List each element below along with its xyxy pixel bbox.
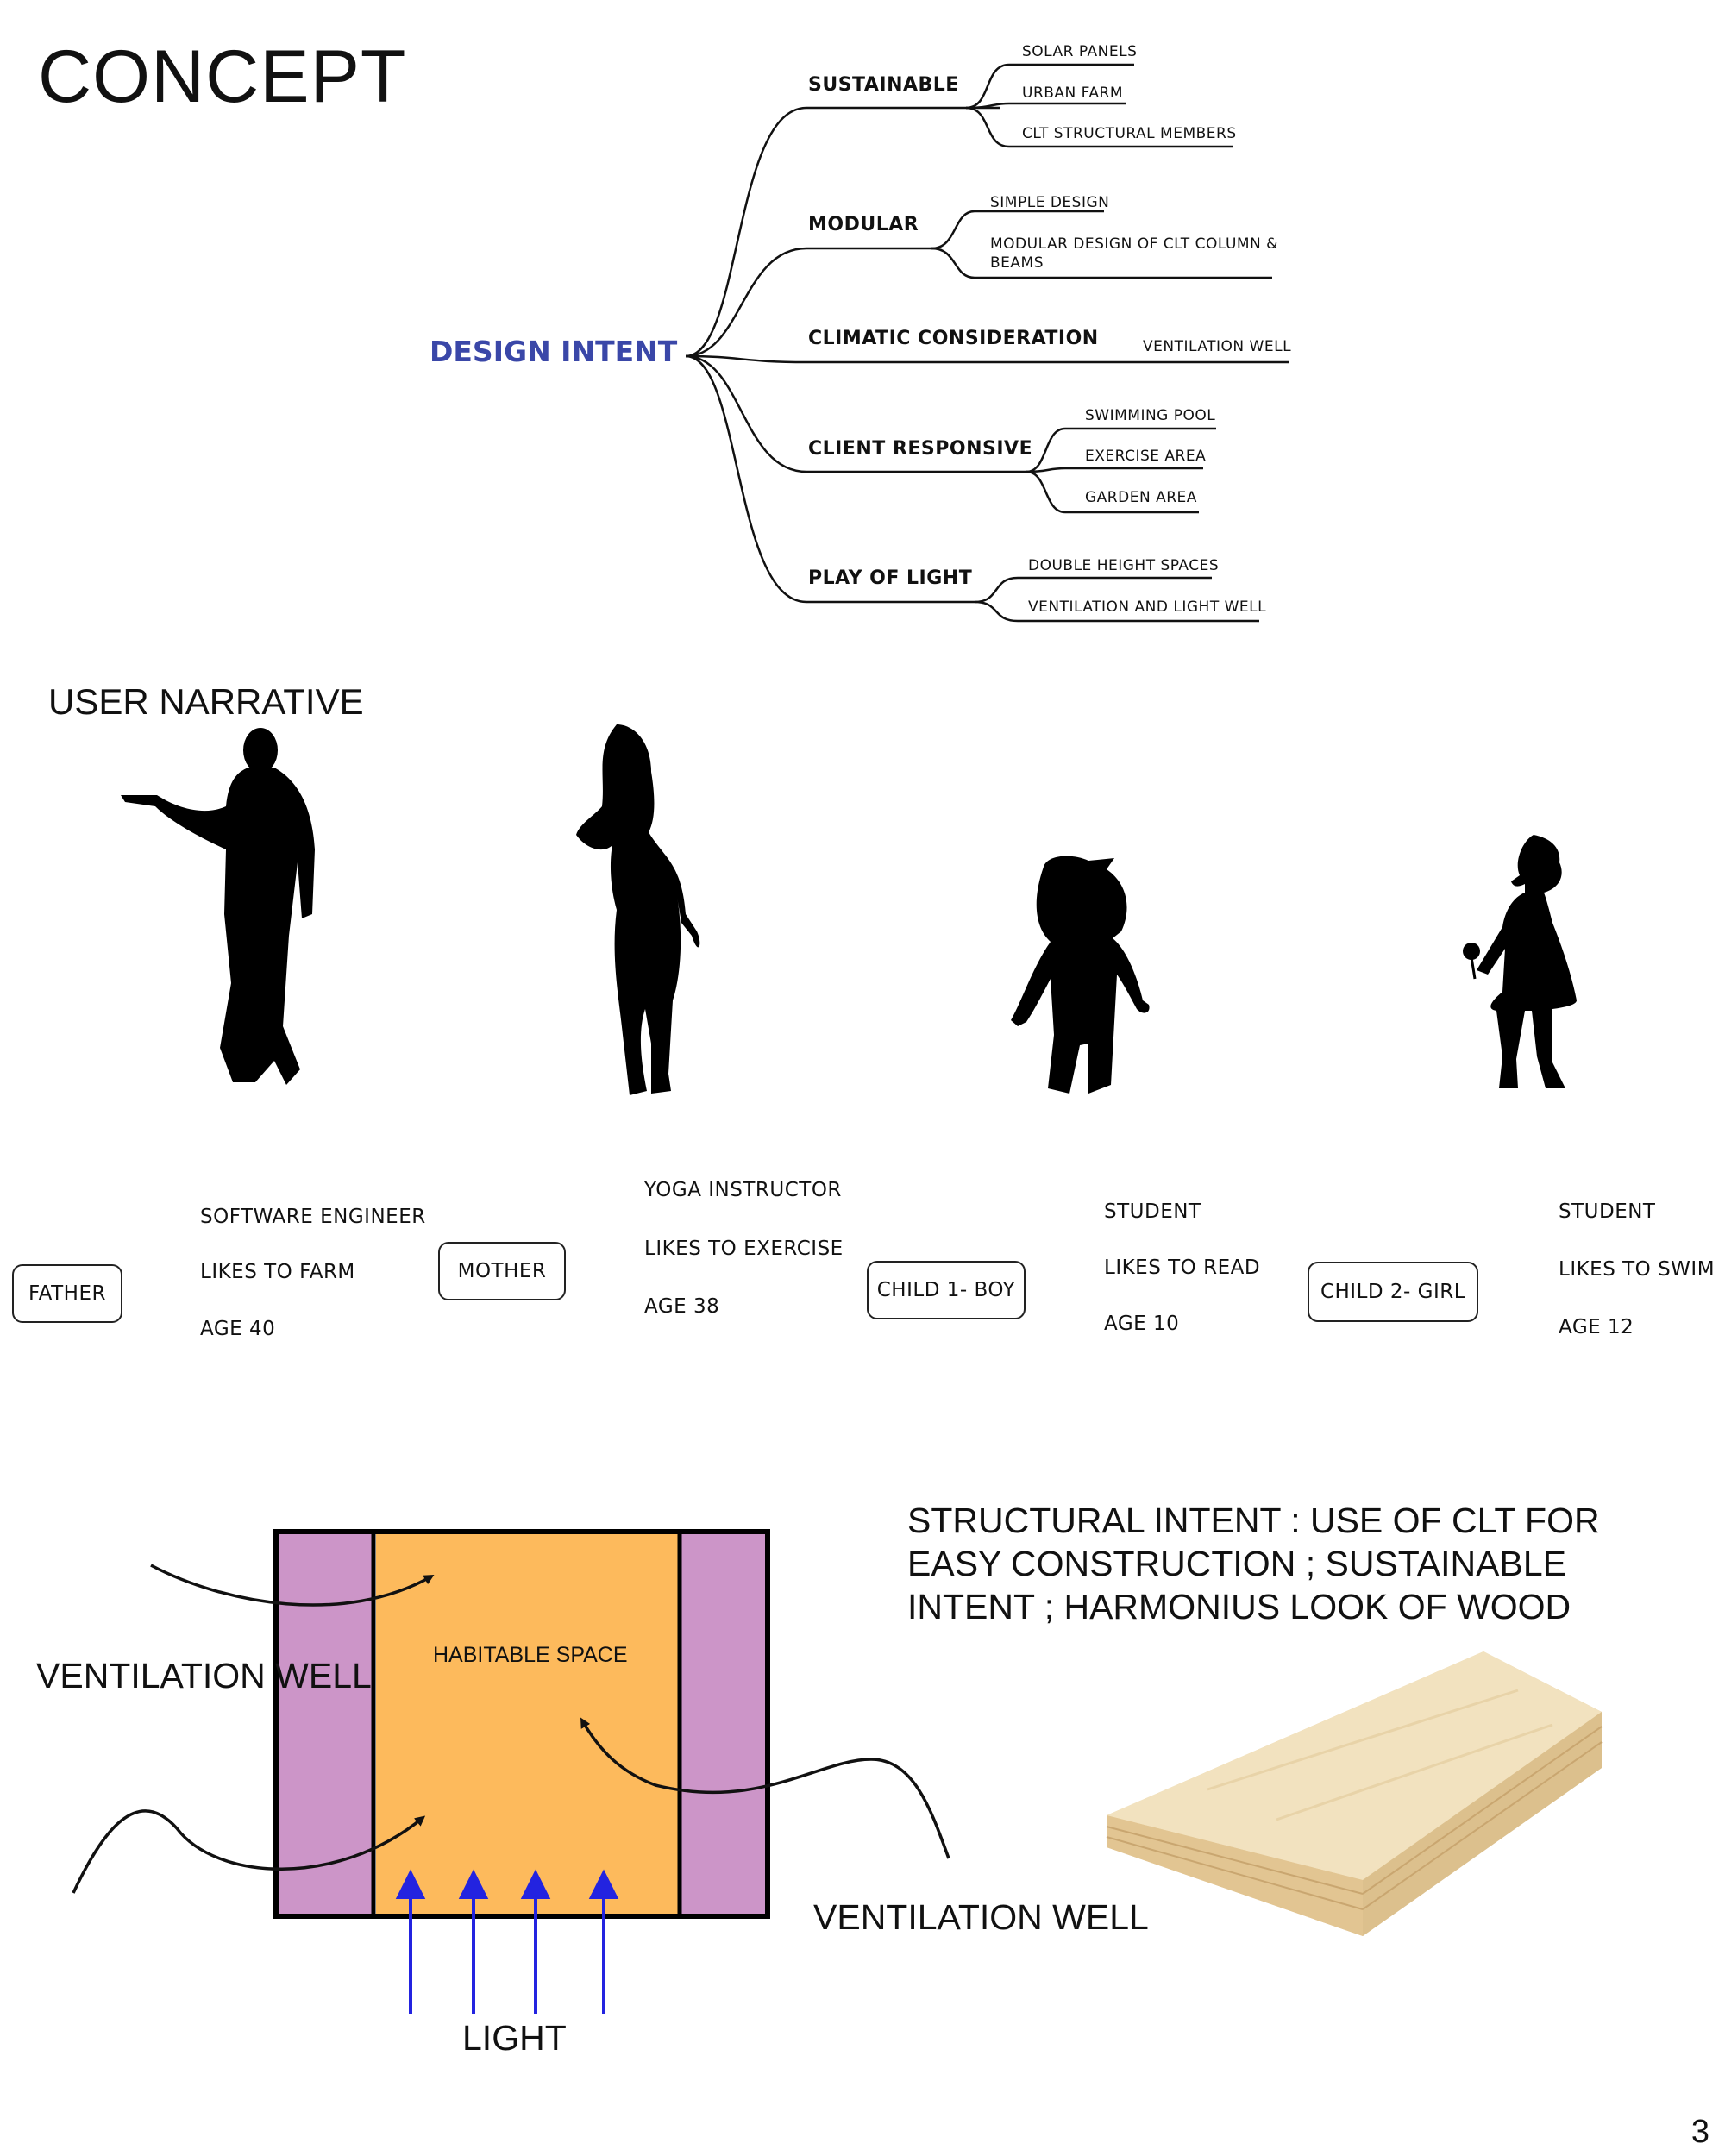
leaf-light-well: VENTILATION AND LIGHT WELL: [1028, 599, 1267, 616]
clt-panel-image: [1107, 1651, 1602, 1936]
mother-item-2: LIKES TO EXERCISE: [644, 1238, 844, 1260]
right-well: [681, 1533, 766, 1915]
ventilation-well-label-left: VENTILATION WELL: [36, 1656, 372, 1695]
user-box-child-boy: CHILD 1- BOY: [867, 1261, 1026, 1319]
father-item-2: LIKES TO FARM: [200, 1261, 355, 1283]
mother-item-3: AGE 38: [644, 1295, 720, 1318]
boy-item-1: STUDENT: [1104, 1200, 1201, 1223]
leaf-beams: BEAMS: [990, 254, 1044, 272]
girl-item-3: AGE 12: [1559, 1316, 1634, 1338]
father-item-3: AGE 40: [200, 1318, 276, 1340]
habitable-space-label: HABITABLE SPACE: [433, 1643, 628, 1667]
page-number: 3: [1690, 2114, 1709, 2150]
leaf-solar-panels: SOLAR PANELS: [1022, 43, 1138, 60]
branch-modular: MODULAR: [808, 214, 919, 235]
leaf-double-height: DOUBLE HEIGHT SPACES: [1028, 557, 1220, 574]
leaf-exercise-area: EXERCISE AREA: [1085, 448, 1207, 465]
leaf-simple-design: SIMPLE DESIGN: [990, 194, 1110, 211]
design-intent-root: DESIGN INTENT: [430, 335, 678, 368]
father-item-1: SOFTWARE ENGINEER: [200, 1206, 426, 1228]
leaf-garden-area: GARDEN AREA: [1085, 489, 1197, 506]
branch-client: CLIENT RESPONSIVE: [808, 438, 1033, 460]
mother-item-1: YOGA INSTRUCTOR: [644, 1179, 842, 1201]
boy-item-2: LIKES TO READ: [1104, 1257, 1261, 1279]
leaf-urban-farm: URBAN FARM: [1022, 85, 1123, 102]
girl-item-1: STUDENT: [1559, 1200, 1656, 1223]
habitable-space: [376, 1533, 680, 1915]
user-box-mother: MOTHER: [438, 1242, 566, 1300]
leaf-swimming-pool: SWIMMING POOL: [1085, 407, 1216, 424]
light-label: LIGHT: [462, 2018, 567, 2058]
branch-climatic: CLIMATIC CONSIDERATION: [808, 328, 1099, 349]
structural-intent-text: STRUCTURAL INTENT : USE OF CLT FOR EASY CONSTRUCTION ; SUSTAINABLE INTENT ; HARMONIUS LOOK OF WOOD: [907, 1501, 1600, 1626]
page-title: CONCEPT: [38, 35, 407, 118]
user-box-child-girl: CHILD 2- GIRL: [1308, 1262, 1478, 1322]
branch-sustainable: SUSTAINABLE: [808, 74, 959, 96]
branch-play-of-light: PLAY OF LIGHT: [808, 567, 973, 589]
left-well: [278, 1533, 373, 1915]
user-box-father: FATHER: [12, 1264, 122, 1323]
leaf-clt-members: CLT STRUCTURAL MEMBERS: [1022, 125, 1237, 142]
leaf-modular-clt: MODULAR DESIGN OF CLT COLUMN &: [990, 235, 1278, 253]
leaf-ventilation-well: VENTILATION WELL: [1143, 338, 1292, 355]
boy-item-3: AGE 10: [1104, 1313, 1180, 1335]
ventilation-well-label-right: VENTILATION WELL: [813, 1897, 1149, 1937]
user-narrative-title: USER NARRATIVE: [48, 681, 364, 722]
girl-item-2: LIKES TO SWIM: [1559, 1258, 1716, 1281]
